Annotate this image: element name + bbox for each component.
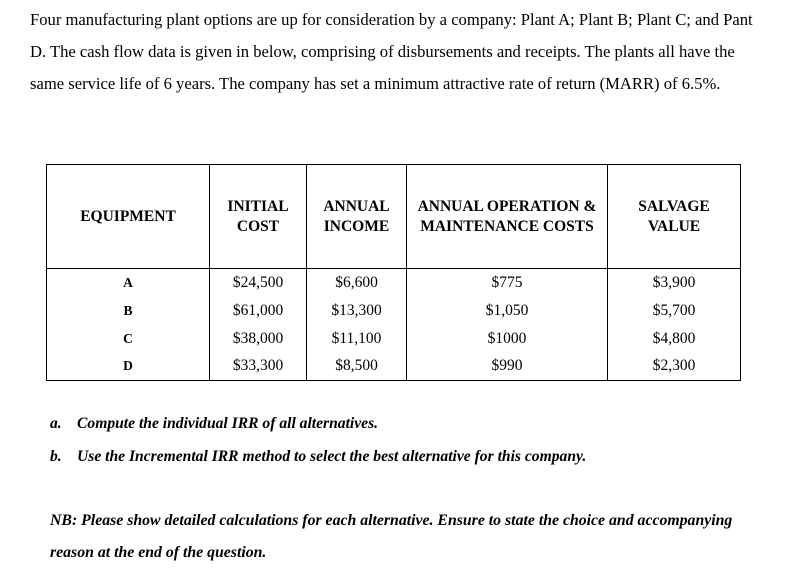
annual-income-cell: $13,300 xyxy=(307,297,407,325)
problem-intro: Four manufacturing plant options are up for consideration by a company: Plant A; Plant B; Plant C; and Pant D. The cash flow data is given in below, comprising of disbursements and receipts. The plants all have the same service life of 6 years. The company has set a minimum attractive rate of return (MARR) of 6.5%. xyxy=(30,10,753,93)
question-label: b. xyxy=(50,448,62,465)
table-header-row xyxy=(47,165,741,269)
cash-flow-table xyxy=(46,164,741,381)
header-om-costs: ANNUAL OPERATION & MAINTENANCE COSTS xyxy=(407,165,608,269)
table-row xyxy=(47,297,741,325)
header-annual-income: ANNUAL INCOME xyxy=(307,165,407,269)
question-label: a. xyxy=(50,415,62,432)
question-a xyxy=(50,415,378,433)
note: NB: Please show detailed calculations for each alternative. Ensure to state the choice and accompanying reason at the end of the question. xyxy=(50,512,733,561)
salvage-cell: $5,700 xyxy=(608,297,741,325)
initial-cost-cell: $61,000 xyxy=(210,297,307,325)
om-costs-cell: $775 xyxy=(407,269,608,297)
header-salvage-value: SALVAGE VALUE xyxy=(608,165,741,269)
question-text: Compute the individual IRR of all alternatives. xyxy=(77,415,379,432)
annual-income-cell: $8,500 xyxy=(307,353,407,381)
equipment-cell: C xyxy=(47,325,210,353)
om-costs-cell: $990 xyxy=(407,353,608,381)
table-row xyxy=(47,353,741,381)
annual-income-cell: $6,600 xyxy=(307,269,407,297)
salvage-cell: $2,300 xyxy=(608,353,741,381)
om-costs-cell: $1000 xyxy=(407,325,608,353)
table-row xyxy=(47,269,741,297)
equipment-cell: D xyxy=(47,353,210,381)
question-b xyxy=(50,448,586,466)
initial-cost-cell: $33,300 xyxy=(210,353,307,381)
header-initial-cost: INITIAL COST xyxy=(210,165,307,269)
om-costs-cell: $1,050 xyxy=(407,297,608,325)
initial-cost-cell: $24,500 xyxy=(210,269,307,297)
salvage-cell: $3,900 xyxy=(608,269,741,297)
table-row xyxy=(47,325,741,353)
initial-cost-cell: $38,000 xyxy=(210,325,307,353)
question-text: Use the Incremental IRR method to select the best alternative for this company. xyxy=(77,448,587,465)
equipment-cell: A xyxy=(47,269,210,297)
annual-income-cell: $11,100 xyxy=(307,325,407,353)
equipment-cell: B xyxy=(47,297,210,325)
header-equipment: EQUIPMENT xyxy=(47,165,210,269)
salvage-cell: $4,800 xyxy=(608,325,741,353)
